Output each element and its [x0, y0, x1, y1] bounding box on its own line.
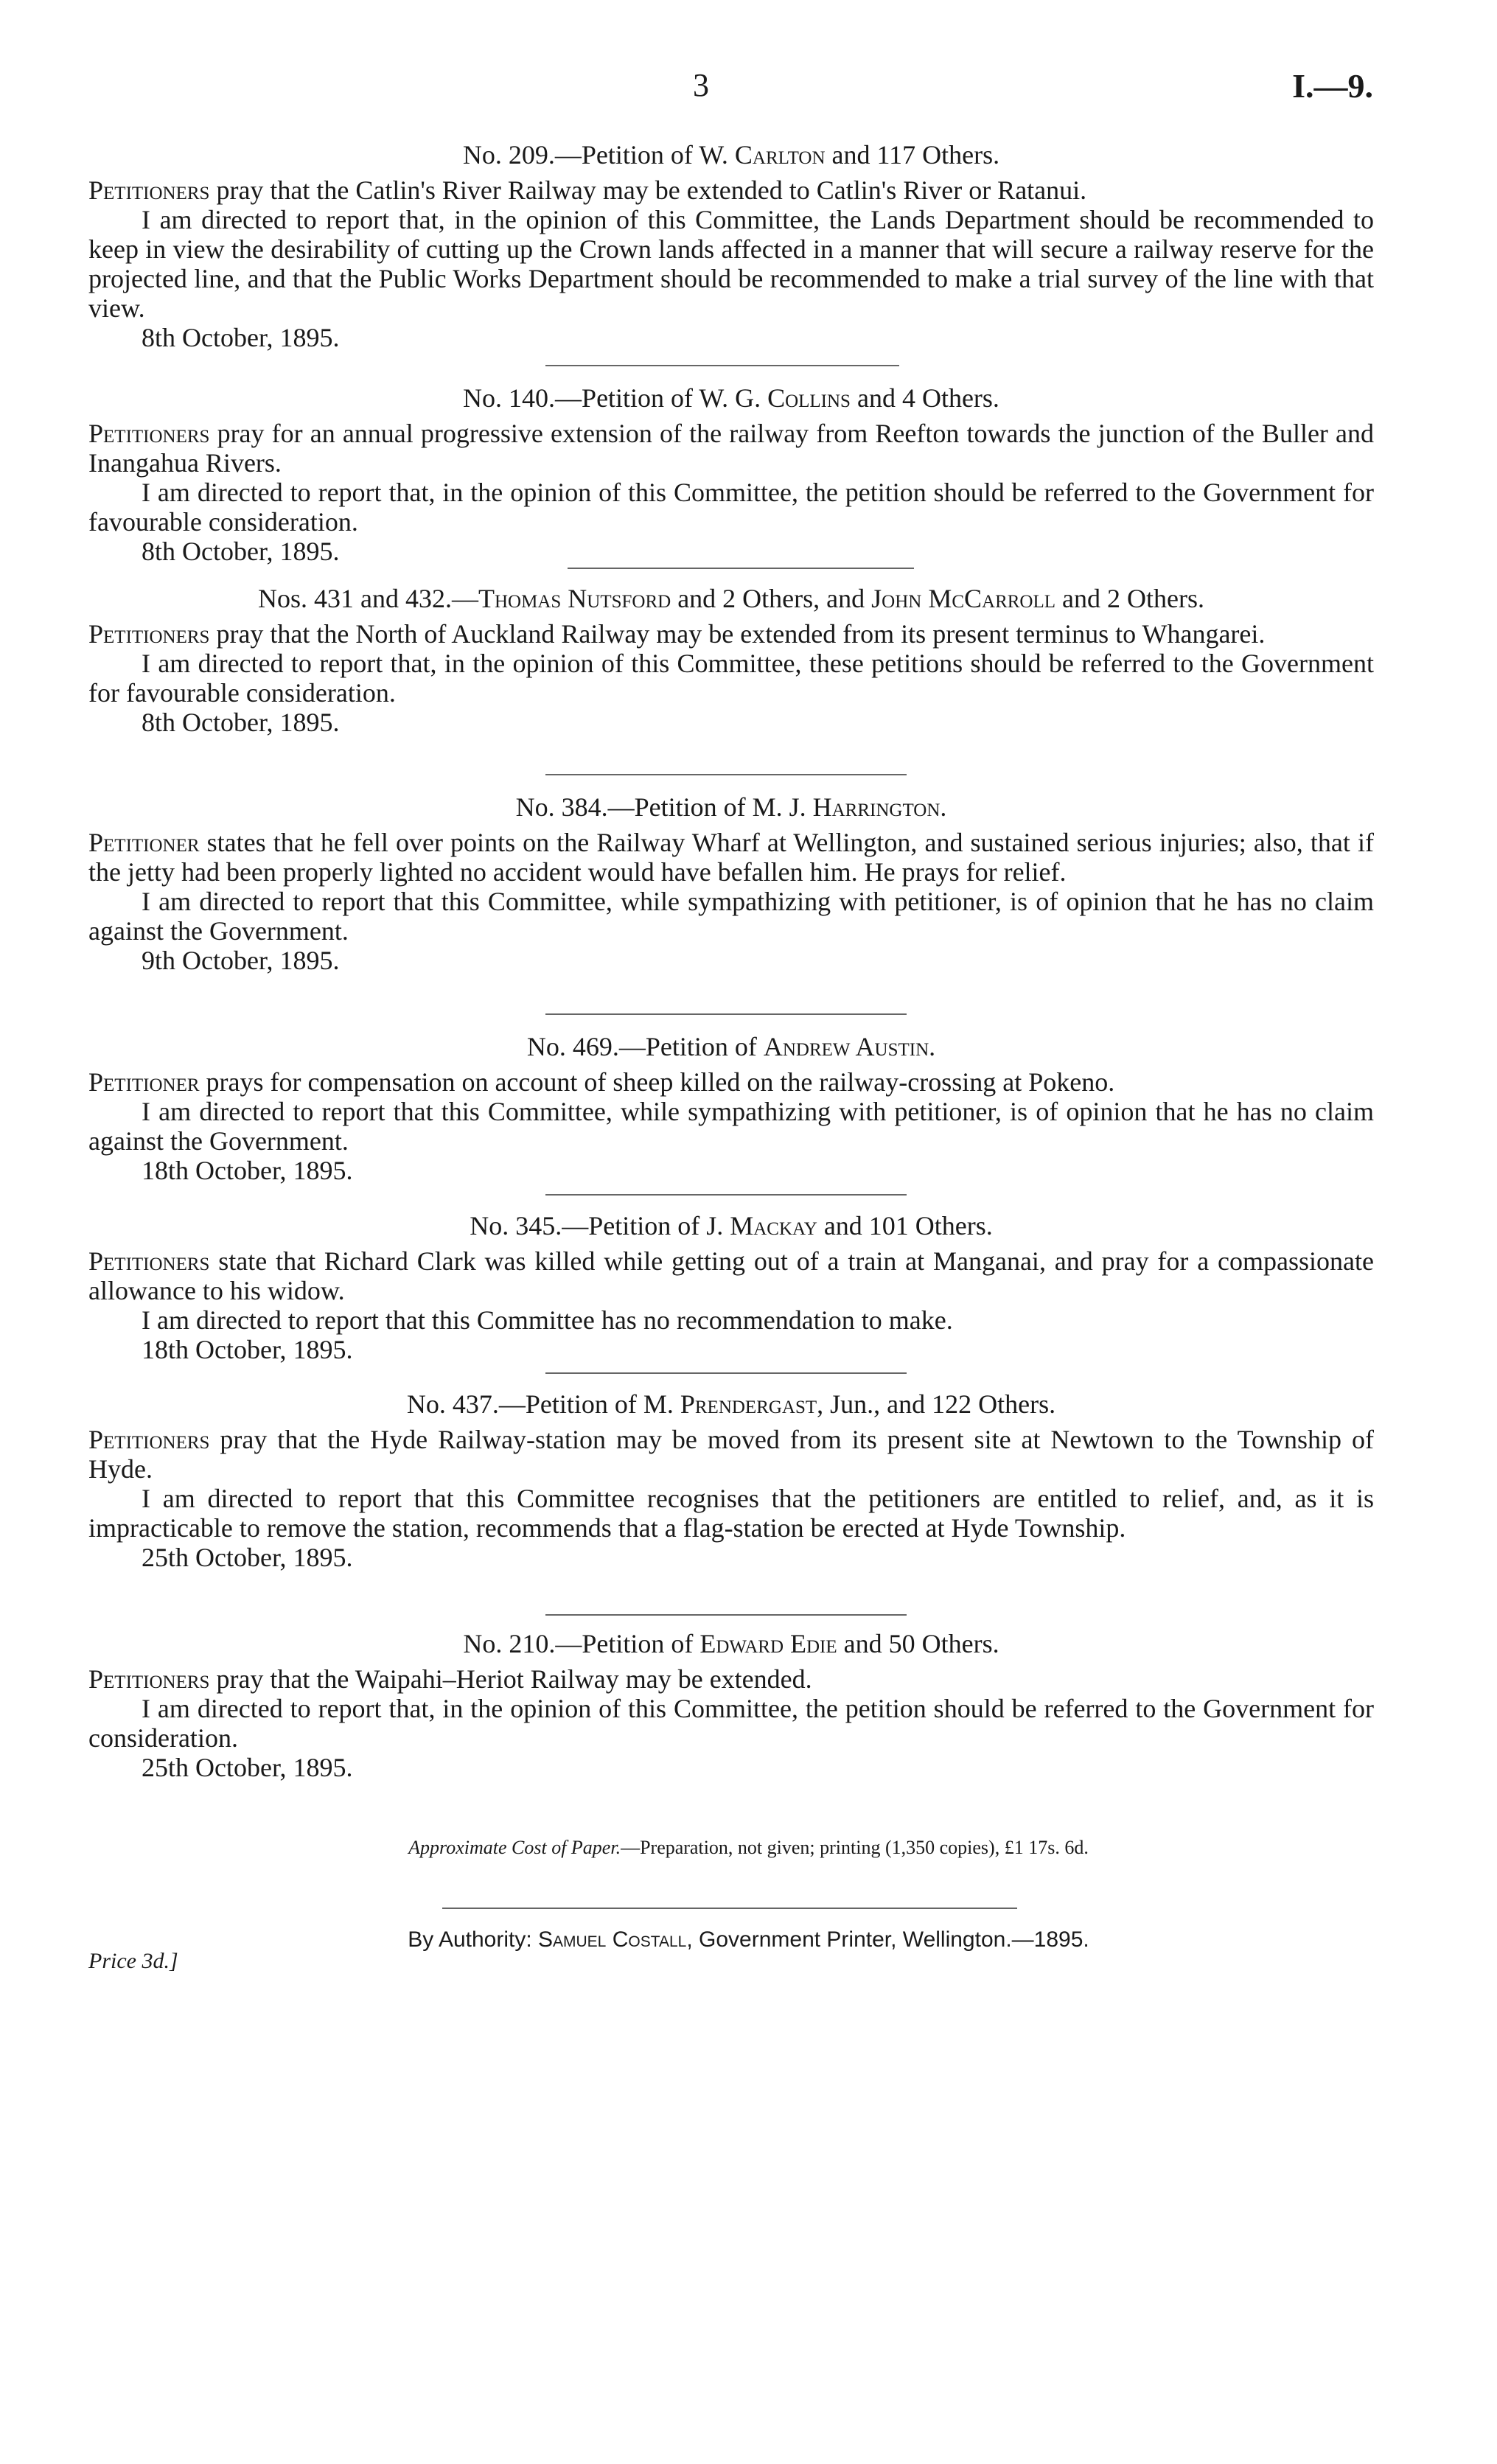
- petition-date: 8th October, 1895.: [142, 537, 340, 566]
- petition-heading: Nos. 431 and 432.—Thomas Nutsford and 2 Others, and John McCarroll and 2 Others.: [258, 584, 1204, 613]
- petition-140: [88, 383, 1374, 566]
- petition-subject: Petitioners pray that the Hyde Railway-station may be moved from its present site at Newtown to the Township of Hyde.: [88, 1425, 1374, 1484]
- petition-date: 8th October, 1895.: [142, 323, 340, 352]
- petition-report: I am directed to report that, in the opinion of this Committee, the petition should be referred to the Government for consideration.: [88, 1694, 1374, 1753]
- petition-subject: Petitioners pray that the Waipahi–Heriot Railway may be extended.: [88, 1664, 812, 1694]
- petition-437: [88, 1389, 1374, 1572]
- petition-431-432: [88, 584, 1374, 737]
- petition-heading: No. 210.—Petition of Edward Edie and 50 Others.: [463, 1629, 999, 1658]
- petition-date: 25th October, 1895.: [142, 1753, 353, 1782]
- separator-rule: [545, 1013, 907, 1015]
- petition-report: I am directed to report that this Committee, while sympathizing with petitioner, is of opinion that he has no claim against the Government.: [88, 1097, 1374, 1156]
- separator-rule: [545, 1194, 907, 1196]
- petition-469: [88, 1032, 1374, 1185]
- petition-heading: No. 209.—Petition of W. Carlton and 117 Others.: [462, 140, 1000, 170]
- separator-rule: [545, 365, 899, 366]
- petition-report: I am directed to report that, in the opinion of this Committee, the petition should be referred to the Government for favourable consideration.: [88, 478, 1374, 537]
- separator-rule: [545, 1614, 907, 1616]
- petition-date: 9th October, 1895.: [142, 946, 340, 975]
- petition-date: 25th October, 1895.: [142, 1543, 353, 1572]
- petition-report: I am directed to report that this Committee, while sympathizing with petitioner, is of opinion that he has no claim against the Government.: [88, 887, 1374, 946]
- petition-210: [88, 1629, 1374, 1782]
- petition-subject: Petitioners pray that the Catlin's River Railway may be extended to Catlin's River or Ratanui.: [88, 175, 1087, 205]
- separator-rule: [545, 774, 907, 775]
- petition-subject: Petitioners state that Richard Clark was killed while getting out of a train at Manganai, and pray for a compassionate allowance to his widow.: [88, 1246, 1374, 1305]
- printer-authority-line: By Authority: Samuel Costall, Government Printer, Wellington.—1895.: [408, 1927, 1089, 1952]
- petition-heading: No. 469.—Petition of Andrew Austin.: [526, 1032, 936, 1061]
- petition-209: [88, 140, 1374, 352]
- petition-date: 18th October, 1895.: [142, 1335, 353, 1364]
- petition-heading: No. 345.—Petition of J. Mackay and 101 Others.: [470, 1211, 993, 1240]
- price-note: Price 3d.]: [88, 1949, 178, 1973]
- petition-subject: Petitioner prays for compensation on account of sheep killed on the railway-crossing at Pokeno.: [88, 1067, 1115, 1097]
- petition-heading: No. 437.—Petition of M. Prendergast, Jun., and 122 Others.: [406, 1389, 1056, 1419]
- petition-subject: Petitioners pray for an annual progressive extension of the railway from Reefton towards the junction of the Buller and Inangahua Rivers.: [88, 419, 1374, 478]
- separator-rule: [568, 568, 914, 569]
- petition-date: 18th October, 1895.: [142, 1156, 353, 1185]
- document-reference: I.—9.: [1292, 67, 1373, 105]
- petition-384: [88, 792, 1374, 975]
- petition-date: 8th October, 1895.: [142, 708, 340, 737]
- petition-subject: Petitioners pray that the North of Auckland Railway may be extended from its present terminus to Whangarei.: [88, 619, 1266, 649]
- petition-heading: No. 384.—Petition of M. J. Harrington.: [515, 792, 947, 822]
- cost-of-paper-note: Approximate Cost of Paper.—Preparation, not given; printing (1,350 copies), £1 17s. 6d.: [408, 1837, 1089, 1858]
- petition-345: [88, 1211, 1374, 1364]
- petition-report: I am directed to report that, in the opinion of this Committee, the Lands Department should be recommended to keep in view the desirability of cutting up the Crown lands affected in a manner that will secure a railway reserve for the projected line, and that the Public Works Department should be recommended to make a trial survey of the line with that view.: [88, 205, 1374, 323]
- petition-report: I am directed to report that this Committee has no recommendation to make.: [142, 1305, 953, 1335]
- petition-report: I am directed to report that, in the opinion of this Committee, these petitions should be referred to the Government for favourable consideration.: [88, 649, 1374, 708]
- petition-report: I am directed to report that this Committee recognises that the petitioners are entitled to relief, and, as it is impracticable to remove the station, recommends that a flag-station be erected at Hyde Township.: [88, 1484, 1374, 1543]
- petition-heading: No. 140.—Petition of W. G. Collins and 4 Others.: [463, 383, 999, 413]
- petition-subject: Petitioner states that he fell over points on the Railway Wharf at Wellington, and sustained serious injuries; also, that if the jetty had been properly lighted no accident would have befallen him. He prays for relief.: [88, 828, 1374, 887]
- page-number: 3: [693, 67, 709, 103]
- separator-rule: [545, 1372, 907, 1374]
- footer-rule: [442, 1908, 1017, 1909]
